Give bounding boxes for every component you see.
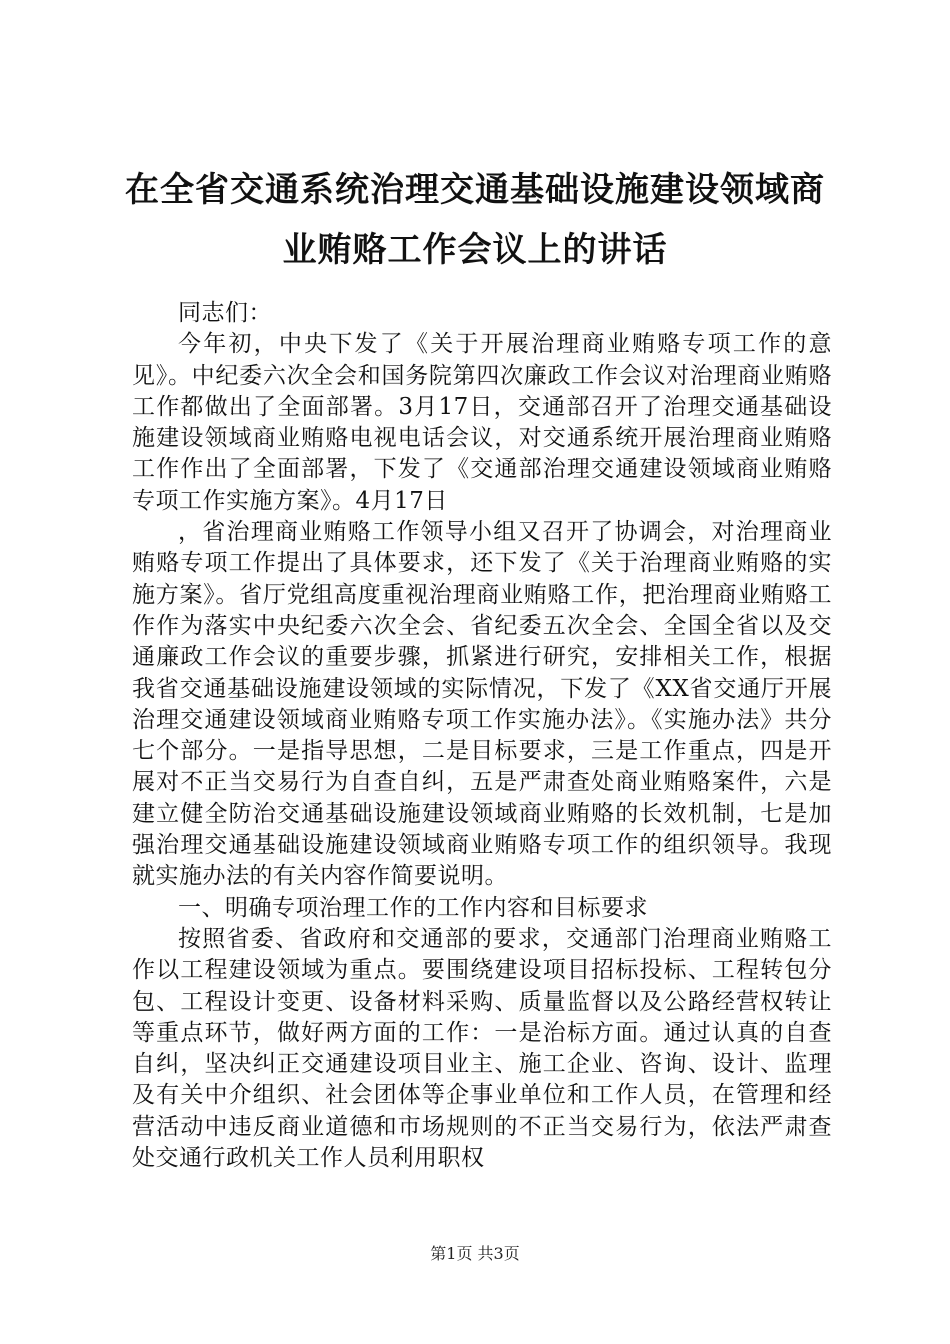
document-title: 在全省交通系统治理交通基础设施建设领域商业贿赂工作会议上的讲话 [125,170,825,270]
page-number-footer: 第1页 共3页 [430,1244,520,1263]
salutation: 同志们： [178,300,272,326]
body-paragraph: ，省治理商业贿赂工作领导小组又召开了协调会，对治理商业贿赂专项工作提出了具体要求，还下发了《关于治理商业贿赂的实施方案》。省厅党组高度重视治理商业贿赂工作，把治理商业贿赂工作作为落实中央纪委六次全会、省纪委五次全会、全国全省以及交通廉政工作会议的重要步骤，抓紧进行研究，安排相关工作，根据我省交通基础设施建设领域的实际情况，下发了《XX省交通厅开展治理交通建设领域商业贿赂专项工作实施办法》。《实施办法》共分七个部分。一是指导思想，二是目标要求，三是工作重点，四是开展对不正当交易行为自查自纠，五是严肃查处商业贿赂案件，六是建立健全防治交通基础设施建设领域商业贿赂的长效机制，七是加强治理交通基础设施建设领域商业贿赂专项工作的组织领导。我现就实施办法的有关内容作简要说明。 [132,519,832,890]
document-body [132,298,832,1174]
section-heading: 一、明确专项治理工作的工作内容和目标要求 [178,894,648,921]
body-paragraph: 按照省委、省政府和交通部的要求，交通部门治理商业贿赂工作以工程建设领域为重点。要围绕建设项目招标投标、工程转包分包、工程设计变更、设备材料采购、质量监督以及公路经营权转让等重点环节，做好两方面的工作：一是治标方面。通过认真的自查自纠，坚决纠正交通建设项目业主、施工企业、咨询、设计、监理及有关中介组织、社会团体等企事业单位和工作人员，在管理和经营活动中违反商业道德和市场规则的不正当交易行为，依法严肃查处交通行政机关工作人员利用职权 [132,925,832,1172]
body-paragraph: 今年初，中央下发了《关于开展治理商业贿赂专项工作的意见》。中纪委六次全会和国务院第四次廉政工作会议对治理商业贿赂工作都做出了全面部署。3月17日，交通部召开了治理交通基础设施建设领域商业贿赂电视电话会议，对交通系统开展治理商业贿赂工作作出了全面部署，下发了《交通部治理交通建设领域商业贿赂专项工作实施方案》。4月17日 [132,331,832,514]
